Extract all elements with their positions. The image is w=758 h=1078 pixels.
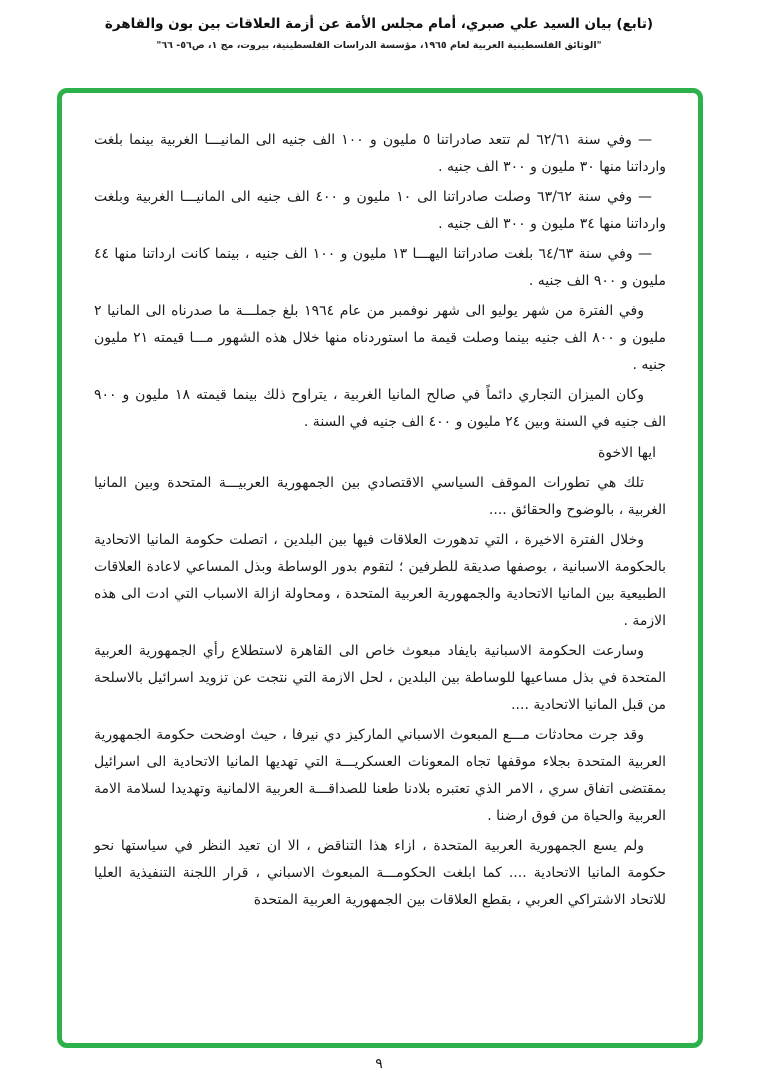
paragraph-situation-summary: تلك هي تطورات الموقف السياسي الاقتصادي بين الجمهورية العربيـــة المتحدة وبين المانيا الغربية ، بالوضوح والحقائق .... xyxy=(94,475,666,518)
paragraph-decision-to-cut-relations: ولم يسع الجمهورية العربية المتحدة ، ازاء هذا التناقض ، الا ان تعيد النظر في سياستها نحو حكومة المانيا الاتحادية .... كما ابلغت الحكومـــة المبعوث الاسباني ، قرار اللجنة التنفيذية العليا للاتحاد الاشتراكي العربي ، بقطع العلاقات بين الجمهورية العربية المتحدة xyxy=(94,838,666,908)
document-body xyxy=(62,93,698,914)
paragraph-export-63-64: — وفي سنة ٦٤/٦٣ بلغت صادراتنا اليهـــا ١٣ مليون و ١٠٠ الف جنيه ، بينما كانت ارداتنا منها ٤٤ مليون و ٩٠٠ الف جنيه . xyxy=(94,246,666,289)
document-header xyxy=(0,0,758,54)
paragraph-talks-with-envoy: وقد جرت محادثات مـــع المبعوث الاسباني الماركيز دي نيرفا ، حيث اوضحت حكومة الجمهورية العربية المتحدة بجلاء موقفها تجاه المعونات العسكريـــة التي تهديها المانيا الاتحادية الى اسرائيل بمقتضى اتفاق سري ، الامر الذي تعتبره بلادنا طعنا للصداقـــة العربية الالمانية وتهديدا لسلامة الامة العربية والحياة من فوق ارضنا . xyxy=(94,727,666,824)
paragraph-salutation: ايها الاخوة xyxy=(597,445,656,461)
document-title: (تابع) بيان السيد علي صبري، أمام مجلس الأمة عن أزمة العلاقات بين بون والقاهرة xyxy=(104,16,654,32)
document-source-citation: "الوثائق الفلسطينية العربية لعام ١٩٦٥، مؤسسة الدراسات الفلسطينية، بيروت، مج ١، ص٥٦- ٦٦" xyxy=(156,40,602,52)
paragraph-envoy-to-cairo: وسارعت الحكومة الاسبانية بايفاد مبعوث خاص الى القاهرة لاستطلاع رأي الجمهورية العربية المتحدة في بذل مساعيها للوساطة بين البلدين ، لحل الازمة التي نتجت عن تزويد اسرائيل بالاسلحة من قبل المانيا الاتحادية .... xyxy=(94,643,666,713)
paragraph-export-62-63: — وفي سنة ٦٣/٦٢ وصلت صادراتنا الى ١٠ مليون و ٤٠٠ الف جنيه الى المانيـــا الغربية وبلغت وارداتنا منها ٣٤ مليون و ٣٠٠ الف جنيه . xyxy=(94,189,666,232)
page-number: ٩ xyxy=(375,1056,383,1072)
document-frame xyxy=(57,88,703,1048)
paragraph-july-november-1964: وفي الفترة من شهر يوليو الى شهر نوفمبر من عام ١٩٦٤ بلغ جملـــة ما صدرناه الى المانيا ٢ مليون و ٨٠٠ الف جنيه بينما وصلت قيمة ما استوردناه منها خلال هذه الشهور مـــا قيمته ٢١ مليون جنيه . xyxy=(94,303,666,373)
paragraph-trade-balance: وكان الميزان التجاري دائماً في صالح المانيا الغربية ، يتراوح ذلك بينما قيمته ١٨ مليون و ٩٠٠ الف جنيه في السنة وبين ٢٤ مليون و ٤٠٠ الف جنيه في السنة . xyxy=(94,387,666,430)
paragraph-export-61-62: — وفي سنة ٦٢/٦١ لم تتعد صادراتنا ٥ مليون و ١٠٠ الف جنيه الى المانيـــا الغربية بينما بلغت وارداتنا منها ٣٠ مليون و ٣٠٠ الف جنيه . xyxy=(94,132,666,175)
paragraph-spanish-mediation: وخلال الفترة الاخيرة ، التي تدهورت العلاقات فيها بين البلدين ، اتصلت حكومة المانيا الاتحادية بالحكومة الاسبانية ، بوصفها صديقة للطرفين ؛ لتقوم بدور الوساطة وبذل المساعي لاعادة العلاقات الطبيعية بين المانيا الاتحادية والجمهورية العربية المتحدة ، ومحاولة ازالة الاسباب التي ادت الى هذه الازمة . xyxy=(94,532,666,629)
